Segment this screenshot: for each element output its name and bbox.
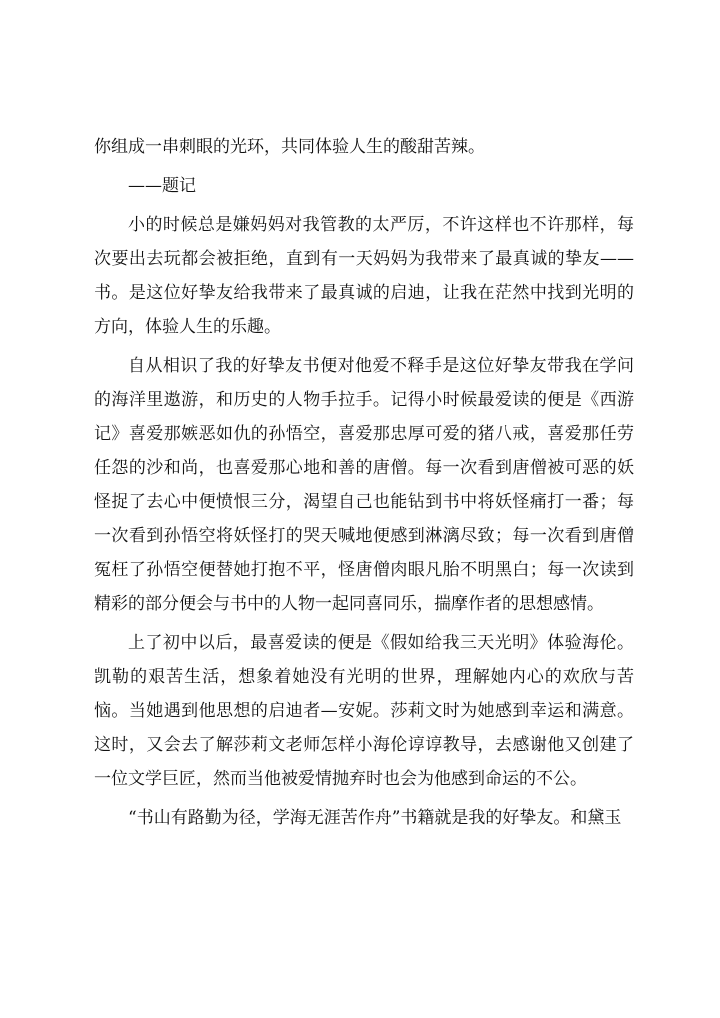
paragraph: 自从相识了我的好挚友书便对他爱不释手是这位好挚友带我在学问的海洋里遨游，和历史的人物手拉手。记得小时候最爱读的便是《西游记》喜爱那嫉恶如仇的孙悟空，喜爱那忠厚可爱的猪八戒，喜爱那任劳任怨的沙和尚，也喜爱那心地和善的唐僧。每一次看到唐僧被可恶的妖怪捉了去心中便愤恨三分，渴望自己也能钻到书中将妖怪痛打一番；每一次看到孙悟空将妖怪打的哭天喊地便感到淋漓尽致；每一次看到唐僧冤枉了孙悟空便替她打抱不平，怪唐僧肉眼凡胎不明黑白；每一次读到精彩的部分便会与书中的人物一起同喜同乐，揣摩作者的思想感情。 xyxy=(94,356,634,614)
paragraph: 上了初中以后，最喜爱读的便是《假如给我三天光明》体验海伦。凯勒的艰苦生活，想象着她没有光明的世界，理解她内心的欢欣与苦恼。当她遇到他思想的启迪者—安妮。莎莉文时为她感到幸运和满意。这时，又会去了解莎莉文老师怎样小海伦谆谆教导，去感谢他又创建了一位文学巨匠，然而当他被爱情抛弃时也会为他感到命运的不公。 xyxy=(94,633,634,789)
paragraph-continuation: 你组成一串刺眼的光环，共同体验人生的酸甜苦辣。 xyxy=(94,137,485,157)
paragraph: “书山有路勤为径，学海无涯苦作舟”书籍就是我的好挚友。和黛玉 xyxy=(128,808,622,828)
paragraph: 小的时候总是嫌妈妈对我管教的太严厉，不许这样也不许那样，每次要出去玩都会被拒绝，直到有一天妈妈为我带来了最真诚的挚友——书。是这位好挚友给我带来了最真诚的启迪，让我在茫然中找到光明的方向，体验人生的乐趣。 xyxy=(94,215,634,337)
epigraph-attribution: ——题记 xyxy=(128,176,196,196)
document-body xyxy=(94,130,634,840)
